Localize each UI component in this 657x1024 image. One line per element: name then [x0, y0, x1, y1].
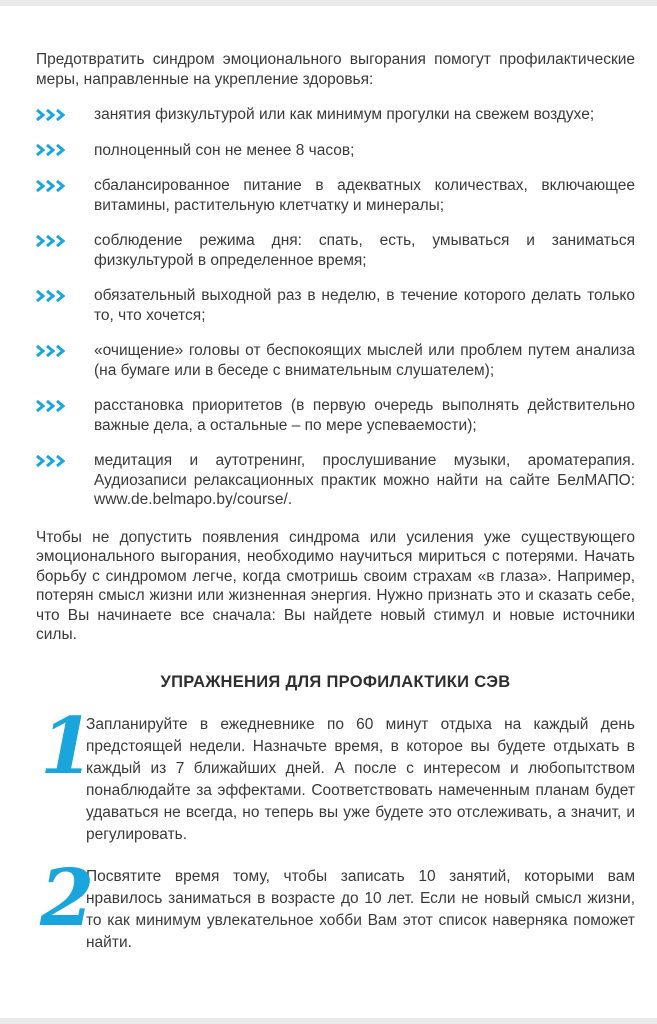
list-item [36, 341, 635, 380]
exercise-text: Запланируйте в ежедневнике по 60 минут отдыха на каждый день предстоящей недели. Назначьте время, в которое вы будете отдыхать в каждый из 7 ближайших дней. А после с интересом и любопытством понаблюдайте за эффектами. Соответствовать намеченным планам будет удаваться не всегда, но теперь вы уже будете это отслеживать, а значит, и регулировать. [86, 715, 635, 843]
exercise-number [36, 852, 95, 944]
intro-paragraph: Предотвратить синдром эмоционального выгорания помогут профилактические меры, направленные на укрепление здоровья: [36, 51, 635, 88]
triple-chevron-right-icon [36, 286, 94, 305]
list-item-text: сбалансированное питание в адекватных количествах, включающее витамины, растительную клетчатку и минералы; [94, 177, 635, 214]
list-item-text: расстановка приоритетов (в первую очередь выполнять действительно важные дела, а остальные – по мере успеваемости); [94, 397, 635, 434]
exercise-item [36, 700, 635, 846]
list-item [36, 396, 635, 435]
list-item [36, 141, 635, 161]
triple-chevron-right-icon [36, 341, 94, 360]
exercise-text: Посвятите время тому, чтобы записать 10 занятий, которыми вам нравилось заниматься в возрасте до 10 лет. Если не новый смысл жизни, то как минимум увлекательное хобби Вам этот список наверняка поможет найти. [86, 867, 635, 951]
triple-chevron-right-icon [36, 231, 94, 250]
list-item [36, 105, 635, 125]
list-item [36, 451, 635, 510]
prevention-measures-list [36, 105, 635, 510]
triple-chevron-right-icon [36, 141, 94, 160]
section-title: УПРАЖНЕНИЯ ДЛЯ ПРОФИЛАКТИКИ СЭВ [160, 672, 511, 691]
exercise-item [36, 852, 635, 954]
list-item [36, 176, 635, 215]
exercise-number-digit: 1 [40, 700, 95, 792]
triple-chevron-right-icon [36, 176, 94, 195]
triple-chevron-right-icon [36, 451, 94, 470]
triple-chevron-right-icon [36, 396, 94, 415]
list-item-text: медитация и аутотренинг, прослушивание музыки, ароматерапия. Аудиозаписи релаксационных практик можно найти на сайте БелМАПО: www.de.belmapo.by/course/. [94, 452, 635, 508]
list-item-text: обязательный выходной раз в неделю, в течение которого делать только то, что хочется; [94, 287, 635, 324]
list-item [36, 231, 635, 270]
exercise-number-digit: 2 [40, 852, 95, 944]
exercise-number [36, 700, 95, 792]
document-page [0, 6, 657, 1018]
list-item-text: занятия физкультурой или как минимум прогулки на свежем воздухе; [94, 106, 595, 123]
body-paragraph: Чтобы не допустить появления синдрома или усиления уже существующего эмоционального выгорания, необходимо научиться мириться с потерями. Начать борьбу с синдромом легче, когда смотришь своим страхам «в глаза». Например, потерян смысл жизни или жизненная энергия. Нужно признать это и сказать себе, что Вы начинаете все сначала: Вы найдете новый стимул и новые источники силы. [36, 528, 635, 643]
list-item-text: полноценный сон не менее 8 часов; [94, 141, 355, 159]
triple-chevron-right-icon [36, 105, 94, 124]
list-item-text: соблюдение режима дня: спать, есть, умываться и заниматься физкультурой в определенное время; [94, 232, 635, 269]
list-item-text: «очищение» головы от беспокоящих мыслей или проблем путем анализа (на бумаге или в беседе с внимательным слушателем); [94, 342, 635, 379]
list-item [36, 286, 635, 325]
